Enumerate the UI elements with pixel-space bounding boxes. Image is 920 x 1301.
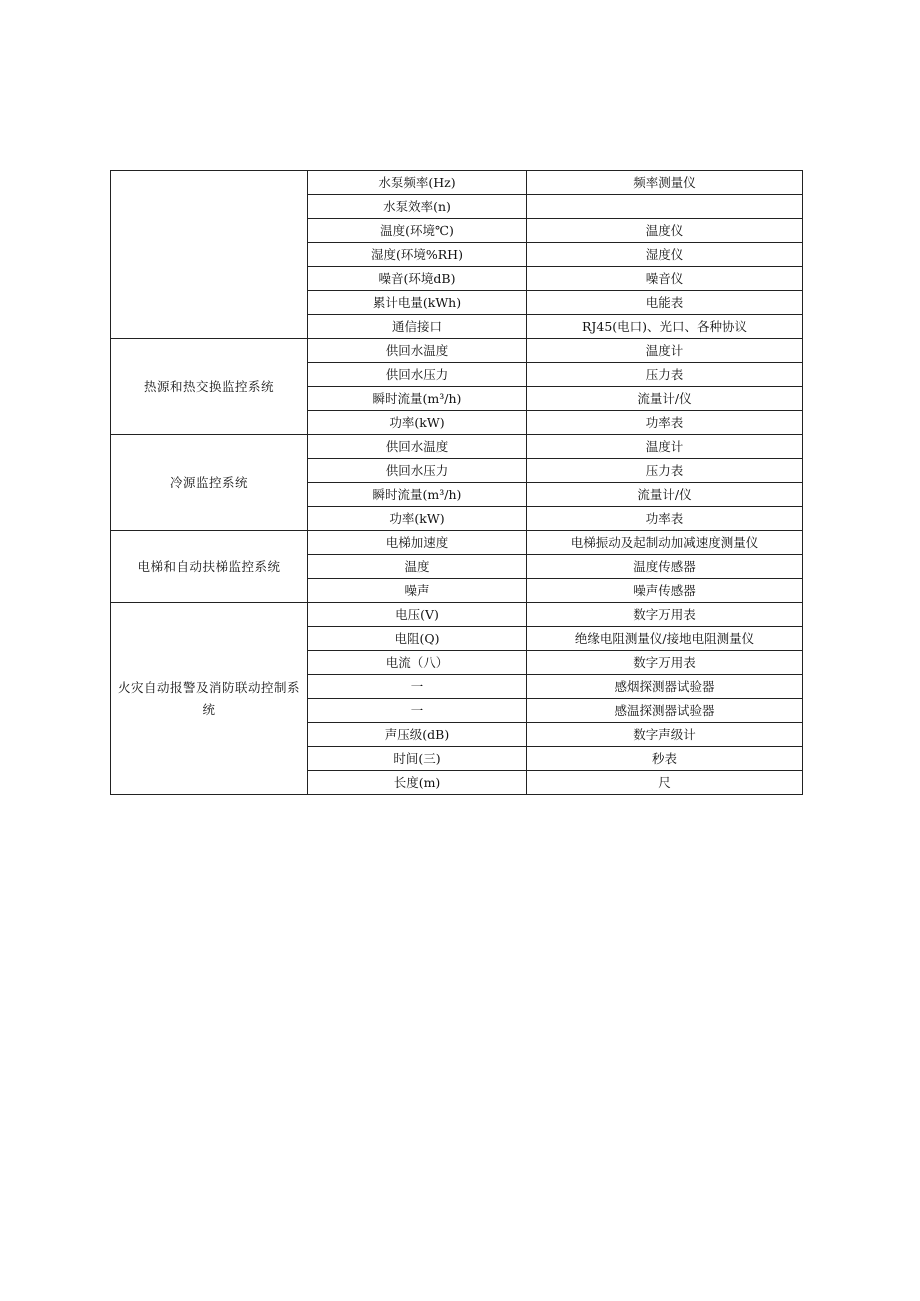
- instrument-cell: 温度计: [527, 435, 803, 459]
- instrument-cell: 温度传感器: [527, 555, 803, 579]
- table-row: [111, 435, 803, 459]
- parameter-cell: 供回水温度: [308, 435, 527, 459]
- table-row: [111, 603, 803, 627]
- parameter-cell: 一: [308, 699, 527, 723]
- table-row: [111, 171, 803, 195]
- instrument-cell: 频率测量仪: [527, 171, 803, 195]
- parameter-cell: 功率(kW): [308, 507, 527, 531]
- parameter-instrument-table: [110, 170, 803, 795]
- parameter-cell: 湿度(环境%RH): [308, 243, 527, 267]
- instrument-cell: 秒表: [527, 747, 803, 771]
- instrument-cell: 压力表: [527, 363, 803, 387]
- parameter-cell: 功率(kW): [308, 411, 527, 435]
- parameter-cell: 瞬时流量(m³/h): [308, 483, 527, 507]
- instrument-cell: 功率表: [527, 507, 803, 531]
- instrument-cell: RJ45(电口)、光口、各种协议: [527, 315, 803, 339]
- instrument-cell: 流量计/仪: [527, 387, 803, 411]
- parameter-cell: 电压(V): [308, 603, 527, 627]
- parameter-cell: 时间(三): [308, 747, 527, 771]
- instrument-cell: 数字声级计: [527, 723, 803, 747]
- instrument-cell: 绝缘电阻测量仪/接地电阻测量仪: [527, 627, 803, 651]
- parameter-cell: 声压级(dB): [308, 723, 527, 747]
- parameter-cell: 噪音(环境dB): [308, 267, 527, 291]
- system-name-cell: 热源和热交换监控系统: [111, 339, 308, 435]
- instrument-cell: 噪声传感器: [527, 579, 803, 603]
- instrument-cell: 湿度仪: [527, 243, 803, 267]
- system-name-cell: 电梯和自动扶梯监控系统: [111, 531, 308, 603]
- instrument-cell: 电梯振动及起制动加减速度测量仪: [527, 531, 803, 555]
- parameter-cell: 温度: [308, 555, 527, 579]
- instrument-cell: 温度计: [527, 339, 803, 363]
- parameter-cell: 电阻(Q): [308, 627, 527, 651]
- parameter-cell: 长度(m): [308, 771, 527, 795]
- instrument-cell: 感烟探测器试验器: [527, 675, 803, 699]
- parameter-cell: 噪声: [308, 579, 527, 603]
- parameter-cell: 供回水温度: [308, 339, 527, 363]
- parameter-cell: 通信接口: [308, 315, 527, 339]
- system-name-cell: 冷源监控系统: [111, 435, 308, 531]
- instrument-cell: 功率表: [527, 411, 803, 435]
- parameter-cell: 供回水压力: [308, 459, 527, 483]
- instrument-cell: 感温探测器试验器: [527, 699, 803, 723]
- parameter-cell: 电流（八）: [308, 651, 527, 675]
- instrument-cell: 噪音仪: [527, 267, 803, 291]
- instrument-cell: 尺: [527, 771, 803, 795]
- system-name-cell: [111, 171, 308, 339]
- parameter-cell: 瞬时流量(m³/h): [308, 387, 527, 411]
- instrument-cell: 温度仪: [527, 219, 803, 243]
- system-name-cell: 火灾自动报警及消防联动控制系统: [111, 603, 308, 795]
- instrument-cell: 流量计/仪: [527, 483, 803, 507]
- instrument-cell: [527, 195, 803, 219]
- parameter-cell: 累计电量(kWh): [308, 291, 527, 315]
- instrument-cell: 数字万用表: [527, 603, 803, 627]
- table-row: [111, 339, 803, 363]
- parameter-cell: 电梯加速度: [308, 531, 527, 555]
- parameter-cell: 一: [308, 675, 527, 699]
- instrument-cell: 压力表: [527, 459, 803, 483]
- parameter-cell: 供回水压力: [308, 363, 527, 387]
- instrument-cell: 电能表: [527, 291, 803, 315]
- parameter-cell: 温度(环境℃): [308, 219, 527, 243]
- parameter-cell: 水泵效率(n): [308, 195, 527, 219]
- parameter-cell: 水泵频率(Hz): [308, 171, 527, 195]
- instrument-cell: 数字万用表: [527, 651, 803, 675]
- table-row: [111, 531, 803, 555]
